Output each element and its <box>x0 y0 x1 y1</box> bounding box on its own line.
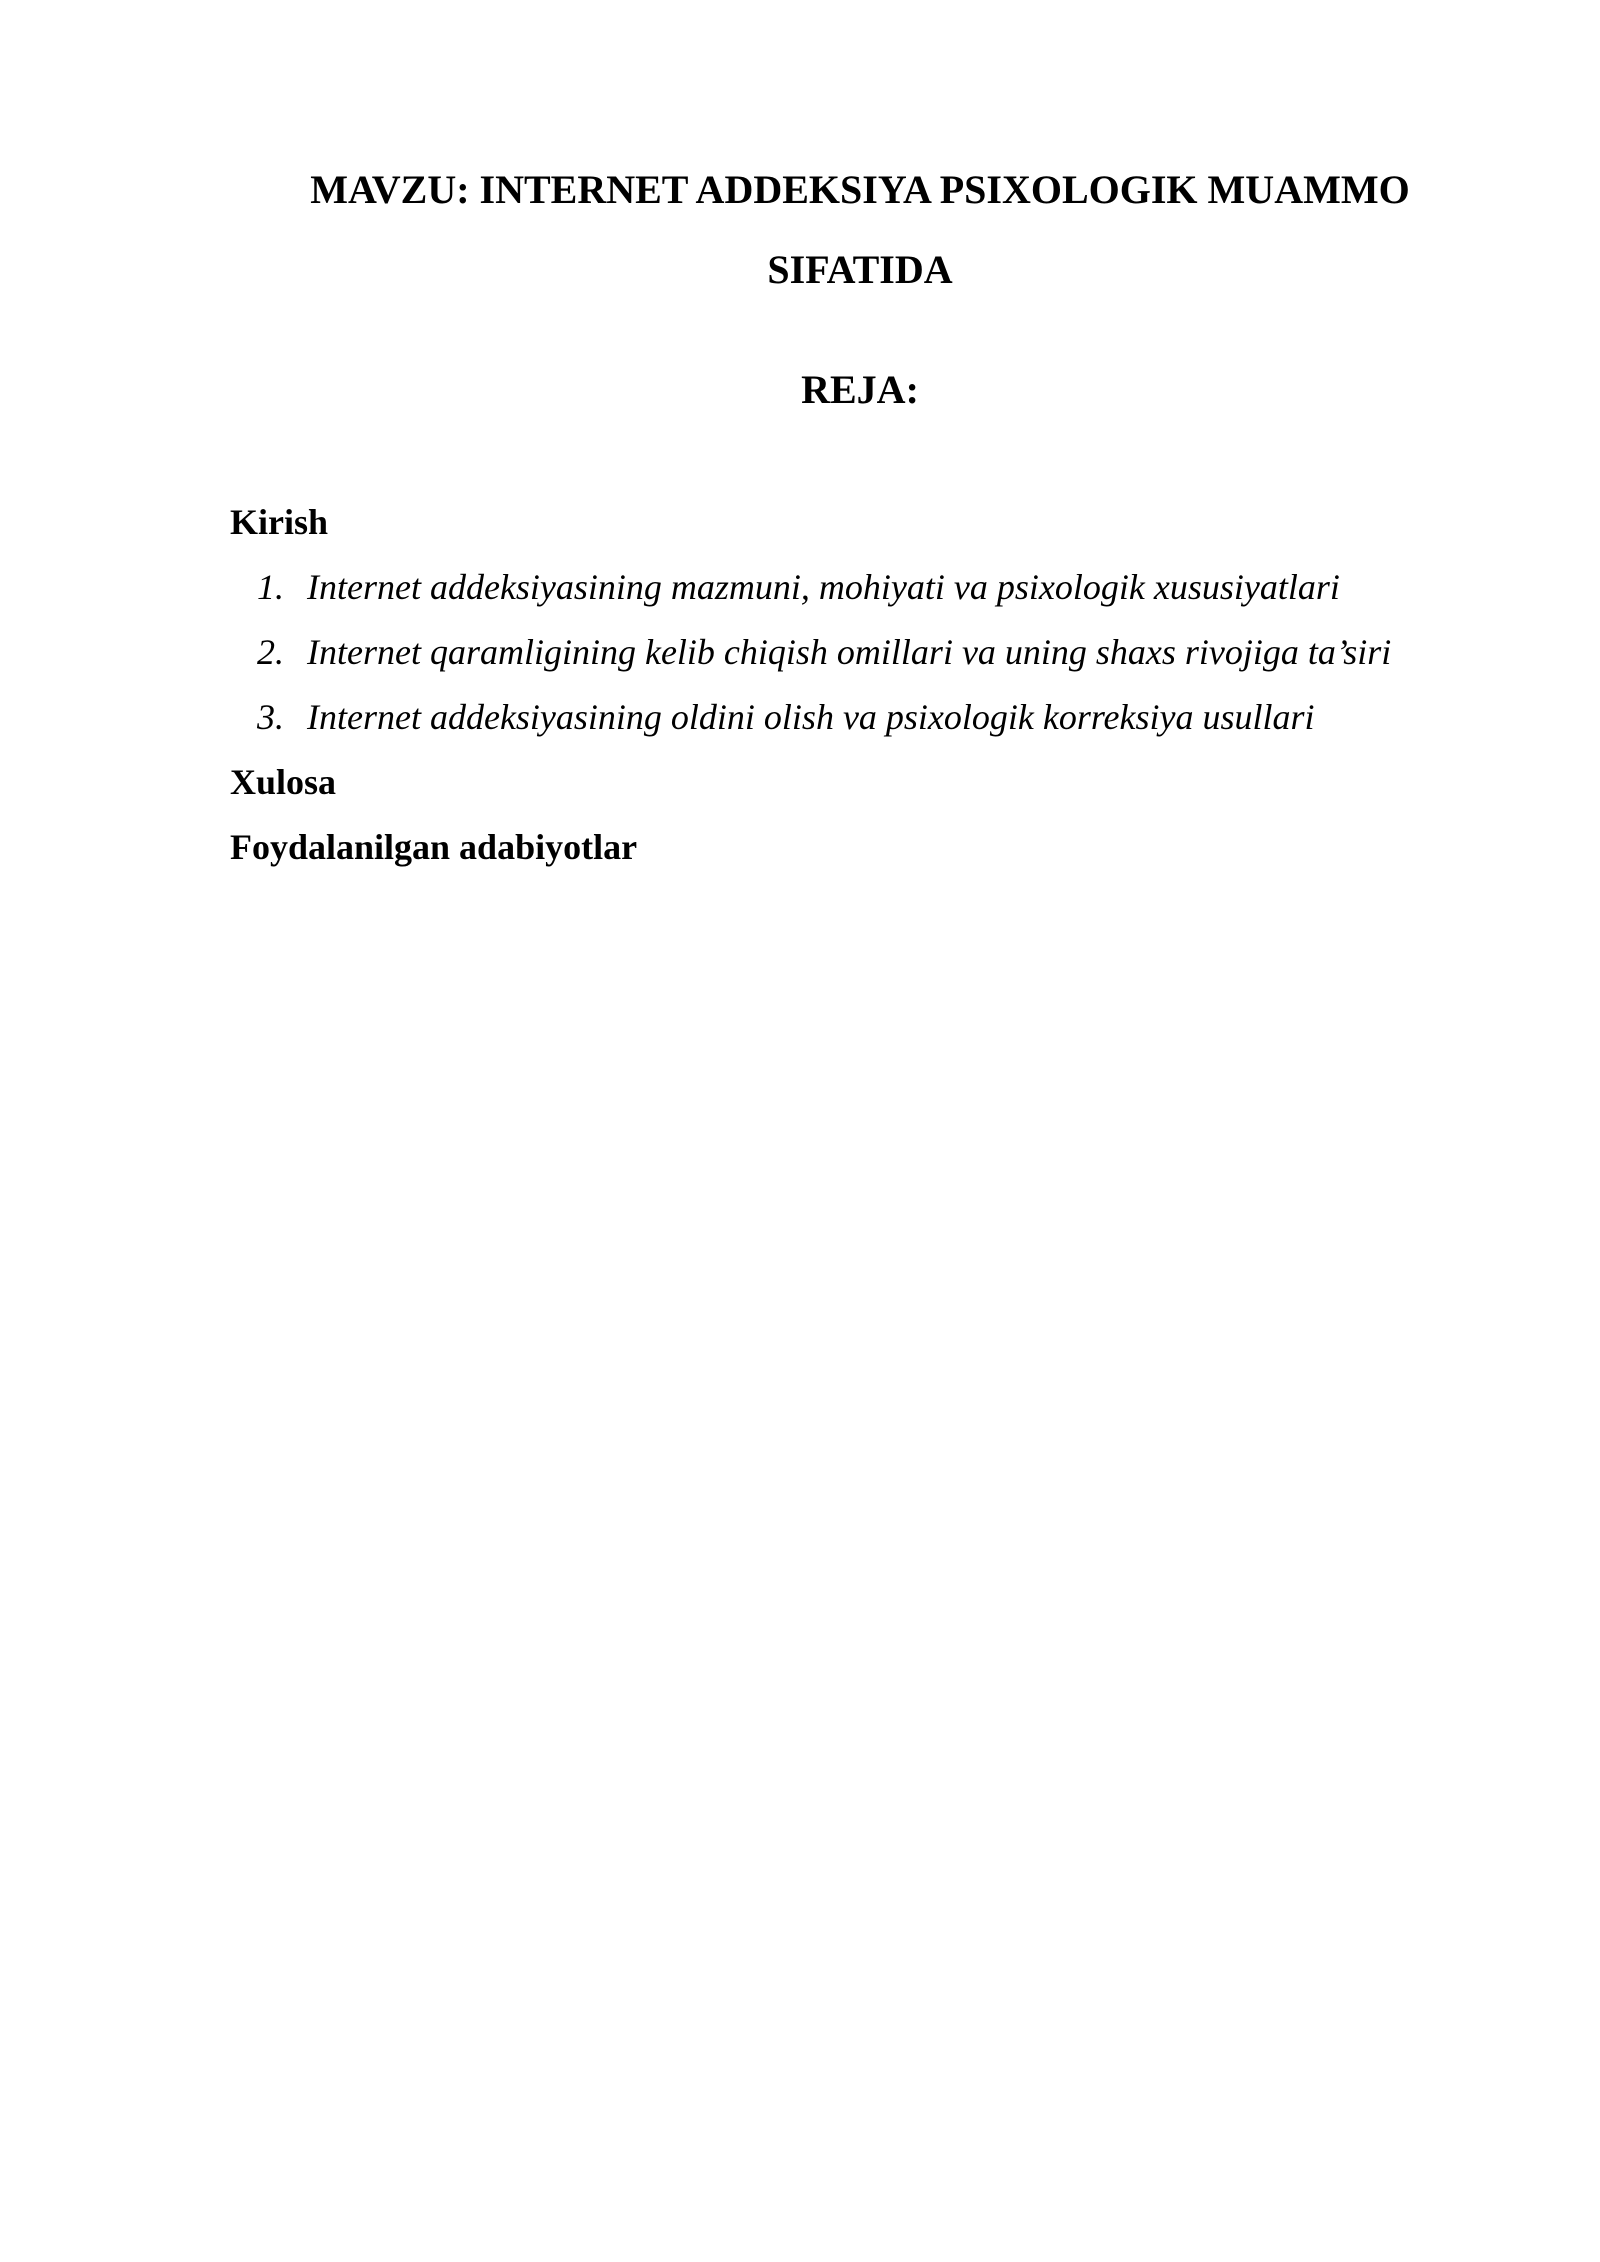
plan-item-2 <box>230 620 1530 685</box>
plan-list <box>230 490 1530 880</box>
plan-item-text: Internet qaramligining kelib chiqish omillari va uning shaxs rivojiga ta’siri <box>307 632 1392 672</box>
plan-item-number: 3. <box>257 697 284 737</box>
references-heading: Foydalanilgan adabiyotlar <box>230 827 638 867</box>
document-title <box>230 150 1490 310</box>
title-line-2: SIFATIDA <box>767 247 953 292</box>
plan-item-number: 1. <box>257 567 284 607</box>
plan-item-text: Internet addeksiyasining oldini olish va psixologik korreksiya usullari <box>307 697 1315 737</box>
plan-item-text: Internet addeksiyasining mazmuni, mohiyati va psixologik xususiyatlari <box>307 567 1340 607</box>
plan-heading: REJA: <box>801 367 919 412</box>
title-line-1: MAVZU: INTERNET ADDEKSIYA PSIXOLOGIK MUAMMO <box>310 167 1410 212</box>
conclusion-heading: Xulosa <box>230 762 337 802</box>
plan-item-number: 2. <box>257 632 284 672</box>
plan-item-1 <box>230 555 1530 620</box>
intro-heading: Kirish <box>230 502 329 542</box>
plan-item-3 <box>230 685 1530 750</box>
